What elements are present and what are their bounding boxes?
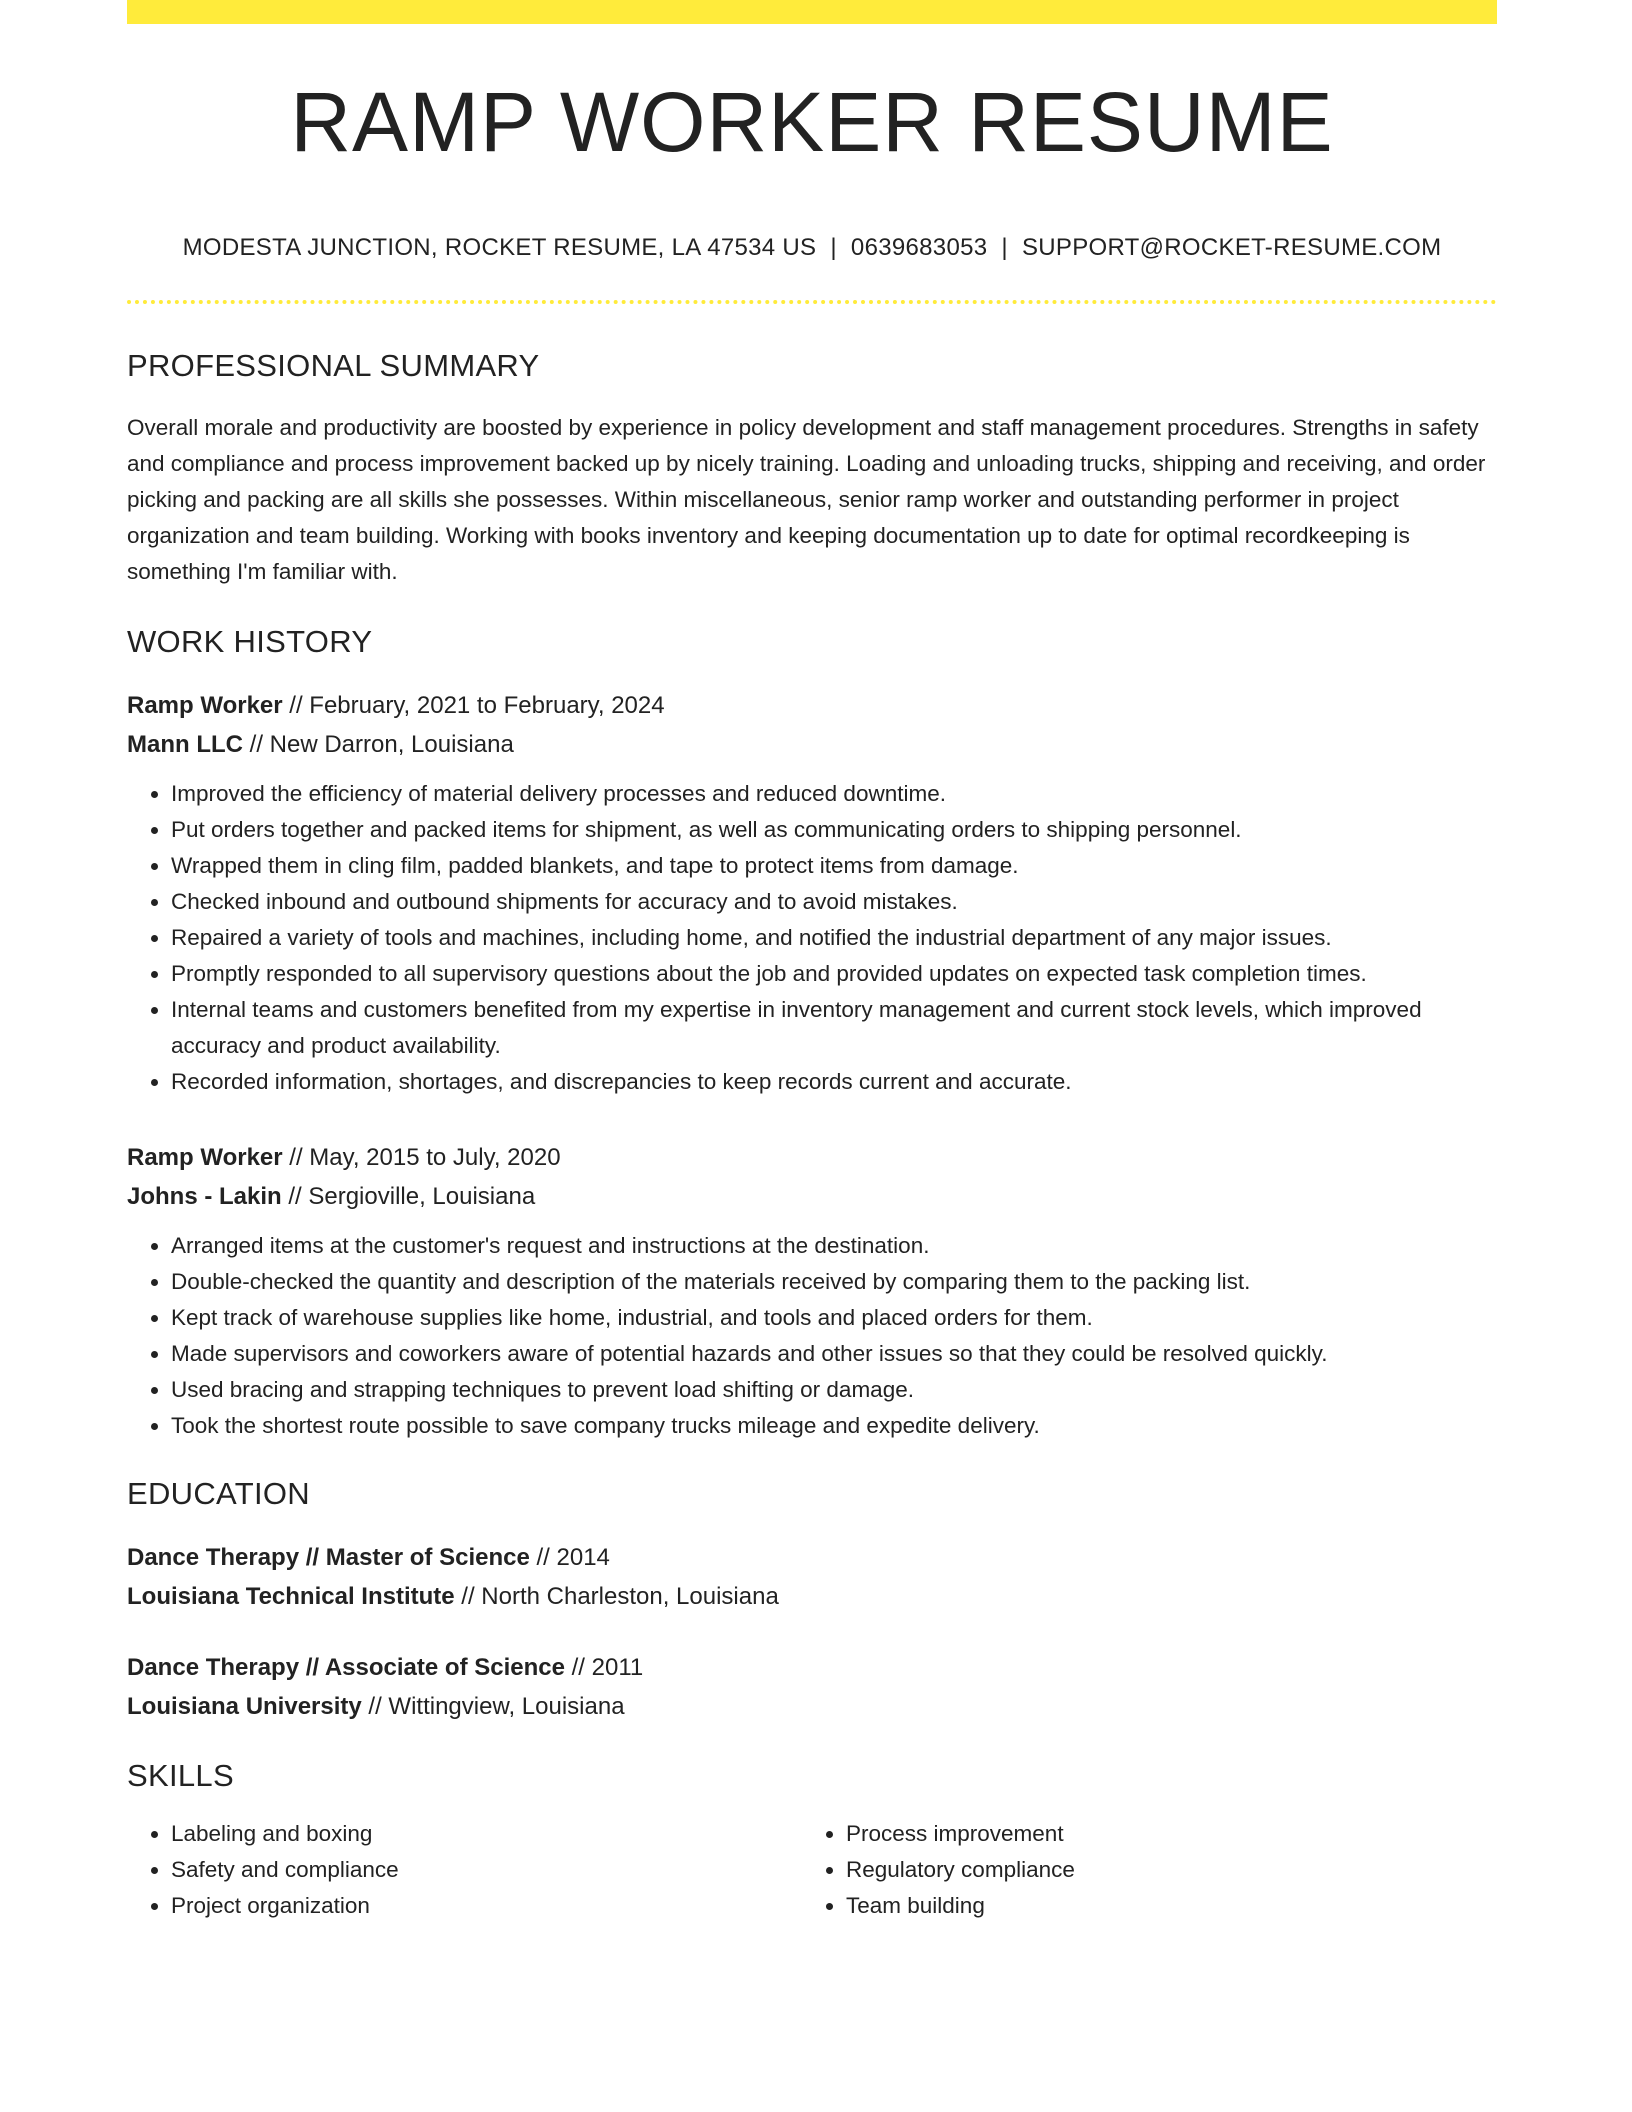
education-degree-line bbox=[127, 1648, 1497, 1687]
education-degree-line bbox=[127, 1538, 1497, 1577]
job-bullet: • Repaired a variety of tools and machines, including home, and notified the industrial department of any major issues. bbox=[171, 920, 1497, 956]
contact-address: MODESTA JUNCTION, ROCKET RESUME, LA 47534 US bbox=[182, 234, 817, 261]
skills-list-left bbox=[127, 1816, 802, 1924]
section-title-work-history: WORK HISTORY bbox=[127, 624, 373, 659]
contact-email[interactable]: SUPPORT@ROCKET-RESUME.COM bbox=[1021, 234, 1442, 261]
skill-item: • Safety and compliance bbox=[171, 1852, 802, 1888]
contact-line bbox=[127, 234, 1497, 262]
job-company: Mann LLC bbox=[127, 731, 243, 758]
education-entry bbox=[127, 1538, 1497, 1616]
job-bullet: • Made supervisors and coworkers aware of potential hazards and other issues so that they could be resolved quickly. bbox=[171, 1336, 1497, 1372]
education-year: // 2011 bbox=[571, 1654, 644, 1681]
resume-page bbox=[127, 0, 1497, 1924]
job-bullet: • Double-checked the quantity and description of the materials received by comparing them to the packing list. bbox=[171, 1264, 1497, 1300]
job-bullet: • Put orders together and packed items for shipment, as well as communicating orders to shipping personnel. bbox=[171, 812, 1497, 848]
job-location: // New Darron, Louisiana bbox=[249, 731, 514, 758]
skills-list-right bbox=[802, 1816, 1477, 1924]
job-bullet: • Used bracing and strapping techniques to prevent load shifting or damage. bbox=[171, 1372, 1497, 1408]
dotted-divider bbox=[127, 300, 1497, 304]
job-bullet: • Kept track of warehouse supplies like home, industrial, and tools and placed orders for them. bbox=[171, 1300, 1497, 1336]
job-bullet: • Promptly responded to all supervisory questions about the job and provided updates on expected task completion times. bbox=[171, 956, 1497, 992]
education-degree: Dance Therapy // Master of Science bbox=[127, 1544, 530, 1571]
job-bullet: • Checked inbound and outbound shipments for accuracy and to avoid mistakes. bbox=[171, 884, 1497, 920]
job-company-line bbox=[127, 725, 1497, 764]
skill-item: • Project organization bbox=[171, 1888, 802, 1924]
job-bullet: • Took the shortest route possible to save company trucks mileage and expedite delivery. bbox=[171, 1408, 1497, 1444]
education-entry bbox=[127, 1648, 1497, 1726]
job-title: Ramp Worker bbox=[127, 1144, 283, 1171]
skill-item: • Process improvement bbox=[846, 1816, 1477, 1852]
job-title-line bbox=[127, 686, 1497, 725]
job-company-line bbox=[127, 1177, 1497, 1216]
job-company: Johns - Lakin bbox=[127, 1183, 282, 1210]
job-dates: // May, 2015 to July, 2020 bbox=[289, 1144, 561, 1171]
job-bullet-list bbox=[127, 1228, 1497, 1444]
education-location: // Wittingview, Louisiana bbox=[368, 1693, 625, 1720]
job-dates: // February, 2021 to February, 2024 bbox=[289, 692, 665, 719]
skill-item: • Labeling and boxing bbox=[171, 1816, 802, 1852]
job-bullet: • Arranged items at the customer's request and instructions at the destination. bbox=[171, 1228, 1497, 1264]
job-bullet-list bbox=[127, 776, 1497, 1100]
summary-text: Overall morale and productivity are boosted by experience in policy development and staff management procedures. Strengths in safety and compliance and process improvement backed up by nicely training. Loading and unloading trucks, shipping and receiving, and order picking and packing are all skills she possesses. Within miscellaneous, senior ramp worker and outstanding performer in project organization and team building. Working with books inventory and keeping documentation up to date for optimal recordkeeping is something I'm familiar with. bbox=[127, 415, 1486, 584]
job-title: Ramp Worker bbox=[127, 692, 283, 719]
job-bullet: • Improved the efficiency of material delivery processes and reduced downtime. bbox=[171, 776, 1497, 812]
job-bullet: • Recorded information, shortages, and discrepancies to keep records current and accurate. bbox=[171, 1064, 1497, 1100]
section-title-summary: PROFESSIONAL SUMMARY bbox=[127, 348, 540, 383]
job-entry bbox=[127, 686, 1497, 1100]
job-title-line bbox=[127, 1138, 1497, 1177]
education-school-line bbox=[127, 1687, 1497, 1726]
education-school: Louisiana Technical Institute bbox=[127, 1583, 455, 1610]
education-location: // North Charleston, Louisiana bbox=[461, 1583, 779, 1610]
contact-phone[interactable]: 0639683053 bbox=[850, 234, 988, 261]
skills-grid bbox=[127, 1816, 1497, 1924]
section-title-skills: SKILLS bbox=[127, 1758, 234, 1793]
top-accent-bar bbox=[127, 0, 1497, 24]
contact-separator: | bbox=[1001, 234, 1008, 261]
education-school-line bbox=[127, 1577, 1497, 1616]
job-bullet: • Wrapped them in cling film, padded blankets, and tape to protect items from damage. bbox=[171, 848, 1497, 884]
education-degree: Dance Therapy // Associate of Science bbox=[127, 1654, 565, 1681]
skill-item: • Team building bbox=[846, 1888, 1477, 1924]
education-school: Louisiana University bbox=[127, 1693, 362, 1720]
job-bullet: • Internal teams and customers benefited from my expertise in inventory management and current stock levels, which improved accuracy and product availability. bbox=[171, 992, 1497, 1064]
job-location: // Sergioville, Louisiana bbox=[288, 1183, 536, 1210]
contact-separator: | bbox=[830, 234, 837, 261]
skill-item: • Regulatory compliance bbox=[846, 1852, 1477, 1888]
resume-title: RAMP WORKER RESUME bbox=[290, 75, 1334, 169]
education-year: // 2014 bbox=[536, 1544, 610, 1571]
job-entry bbox=[127, 1138, 1497, 1444]
section-title-education: EDUCATION bbox=[127, 1476, 310, 1511]
